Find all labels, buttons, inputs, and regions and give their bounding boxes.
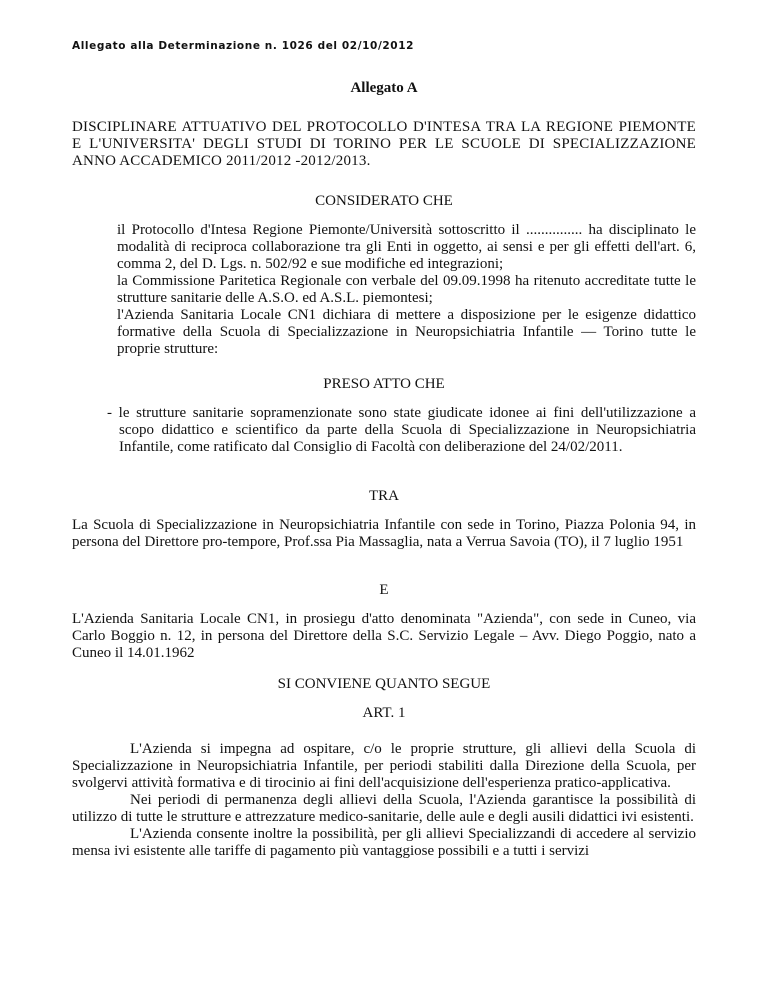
considerato-item-1: il Protocollo d'Intesa Regione Piemonte/Università sottoscritto il ............... ha disciplinato le modalità di reciproca collaborazione tra gli Enti in oggetto, ai sensi e per gli effetti dell'art. 6, comma 2, del D. Lgs. n. 502/92 e sue modifiche ed integrazioni; [117,222,696,272]
art1-paragraph-2: Nei periodi di permanenza degli allievi della Scuola, l'Azienda garantisce la possibilità di utilizzo di tutte le strutture e attrezzature medico-sanitarie, delle aule e degli ausili didattici ivi esistenti. [72,792,696,825]
allegato-title: Allegato A [350,80,418,96]
header-note: Allegato alla Determinazione n. 1026 del 02/10/2012 [72,40,415,52]
preso-atto-item [90,405,696,456]
si-conviene-heading: SI CONVIENE QUANTO SEGUE [277,676,491,692]
art1-body [72,741,696,860]
preso-atto-heading: PRESO ATTO CHE [323,376,445,392]
considerato-list [72,222,696,358]
art1-paragraph-1: L'Azienda si impegna ad ospitare, c/o le proprie strutture, gli allievi della Scuola di Specializzazione in Neuropsichiatria Infantile, per periodi stabiliti dalla Direzione della Scuola, per svolgervi attività formativa e di tirocinio ai fini dell'acquisizione dell'esperienza pratico-applicativa. [72,741,696,791]
e-heading: E [379,582,389,598]
art1-paragraph-3: L'Azienda consente inoltre la possibilità, per gli allievi Specializzandi di accedere al servizio mensa ivi esistente alle tariffe di pagamento più vantaggiose possibili e a tutti i servizi [72,826,696,859]
main-title: DISCIPLINARE ATTUATIVO DEL PROTOCOLLO D'INTESA TRA LA REGIONE PIEMONTE E L'UNIVERSITA' DEGLI STUDI DI TORINO PER LE SCUOLE DI SPECIALIZZAZIONE ANNO ACCADEMICO 2011/2012 -2012/2013. [72,119,696,169]
art1-heading: ART. 1 [362,705,406,721]
considerato-item-2: la Commissione Paritetica Regionale con verbale del 09.09.1998 ha ritenuto accreditate tutte le strutture sanitarie delle A.S.O. ed A.S.L. piemontesi; [117,273,696,306]
e-text: L'Azienda Sanitaria Locale CN1, in prosiegu d'atto denominata "Azienda", con sede in Cuneo, via Carlo Boggio n. 12, in persona del Direttore della S.C. Servizio Legale – Avv. Diego Poggio, nato a Cuneo il 14.01.1962 [72,611,696,661]
considerato-item-3: l'Azienda Sanitaria Locale CN1 dichiara di mettere a disposizione per le esigenze didattico formative della Scuola di Specializzazione in Neuropsichiatria Infantile — Torino tutte le proprie strutture: [117,307,696,357]
preso-atto-text: - le strutture sanitarie sopramenzionate sono state giudicate idonee ai fini dell'utilizzazione a scopo didattico e scientifico da parte della Scuola di Specializzazione in Neuropsichiatria Infantile, come ratificato dal Consiglio di Facoltà con deliberazione del 24/02/2011. [107,405,696,455]
tra-text: La Scuola di Specializzazione in Neuropsichiatria Infantile con sede in Torino, Piazza Polonia 94, in persona del Direttore pro-tempore, Prof.ssa Pia Massaglia, nata a Verrua Savoia (TO), il 7 luglio 1951 [72,517,696,550]
tra-heading: TRA [369,488,399,504]
considerato-heading: CONSIDERATO CHE [315,193,453,209]
